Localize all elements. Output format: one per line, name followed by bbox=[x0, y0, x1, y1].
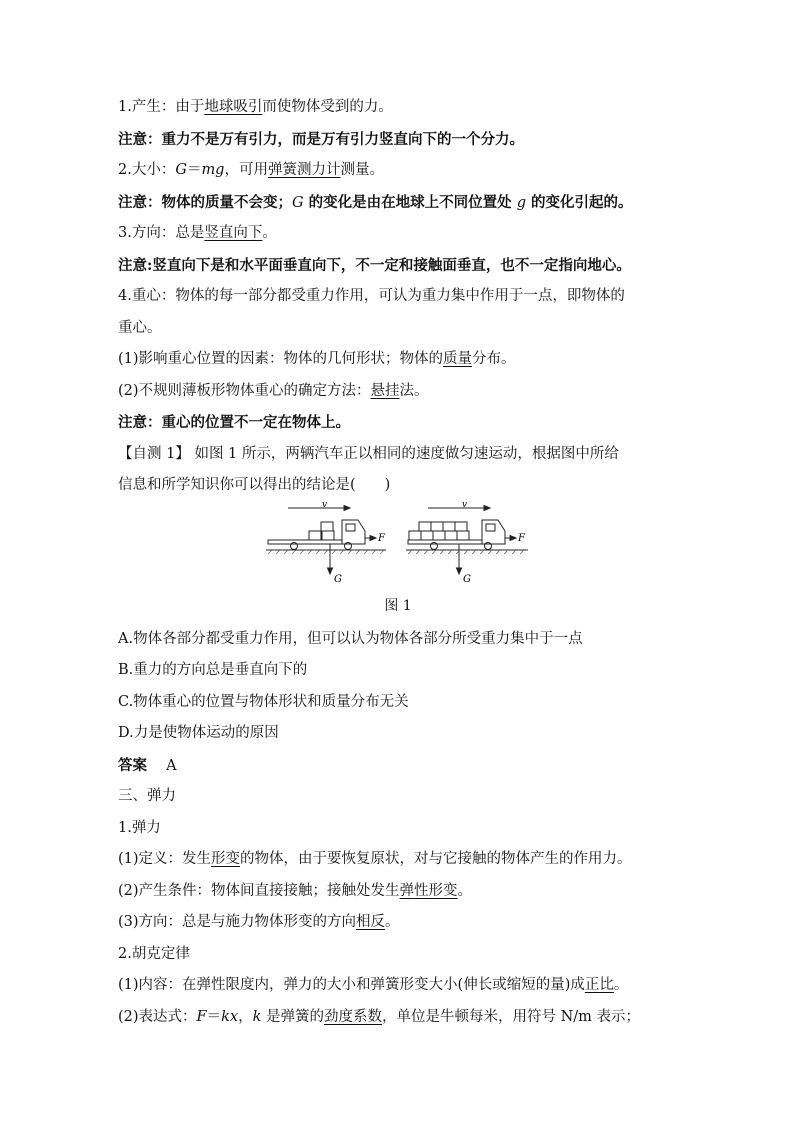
cargo-box bbox=[433, 531, 445, 540]
center-of-gravity-2: 重心。 bbox=[118, 319, 162, 336]
cargo-box bbox=[457, 531, 469, 540]
label-v: v bbox=[322, 501, 328, 510]
underlined-answer: 相反 bbox=[356, 914, 386, 930]
hooke-content bbox=[118, 970, 678, 1002]
label-F: F bbox=[378, 532, 385, 544]
answer-line bbox=[118, 750, 678, 782]
text: (1)定义：发生 bbox=[118, 851, 212, 867]
text: 1.产生：由于 bbox=[118, 99, 205, 115]
text: (2)表达式： bbox=[118, 1008, 197, 1025]
exercise-question-1: 【自测 1】 如图 1 所示，两辆汽车正以相同的速度做匀速运动，根据图中所给 bbox=[118, 445, 619, 462]
cargo-box bbox=[321, 522, 333, 531]
elastic-direction bbox=[118, 907, 678, 939]
center-factors bbox=[118, 344, 678, 376]
center-of-gravity-1: 4.重心：物体的每一部分都受重力作用，可认为重力集中作用于一点，即物体的 bbox=[118, 288, 625, 304]
center-method bbox=[118, 376, 678, 408]
underlined-answer: 弹性形变 bbox=[399, 882, 458, 899]
cargo-box bbox=[419, 522, 431, 531]
cargo-box bbox=[445, 531, 457, 540]
note-4: 注意：重心的位置不一定在物体上。 bbox=[118, 414, 350, 431]
exercise-question-2: 信息和所学知识你可以得出的结论是( ) bbox=[118, 477, 391, 493]
text: 。 bbox=[457, 882, 473, 899]
text: 的变化是由在地球上不同位置处 bbox=[303, 193, 517, 211]
elastic-definition bbox=[118, 844, 678, 876]
gravity-magnitude bbox=[118, 155, 678, 187]
underlined-answer: 正比 bbox=[584, 977, 614, 993]
figure-1 bbox=[118, 502, 678, 594]
document-page bbox=[118, 92, 678, 1033]
trucks-diagram bbox=[266, 502, 536, 594]
note-2 bbox=[118, 187, 678, 219]
truck-bed bbox=[268, 540, 342, 544]
underlined-answer: 竖直向下 bbox=[204, 225, 263, 241]
text: (2)不规则薄板形物体重心的确定方法： bbox=[118, 382, 371, 399]
text: 法。 bbox=[399, 382, 429, 399]
arrow-head bbox=[457, 568, 462, 574]
label-v: v bbox=[462, 501, 468, 510]
subsection-elastic-force: 1.弹力 bbox=[118, 819, 161, 836]
underlined-answer: 劲度系数 bbox=[323, 1008, 382, 1025]
cab-window bbox=[346, 524, 355, 531]
text: (1)影响重心位置的因素：物体的几何形状；物体的 bbox=[118, 351, 444, 367]
option-d: D.力是使物体运动的原因 bbox=[118, 725, 279, 741]
note-3: 注意:竖直向下是和水平面垂直向下，不一定和接触面垂直，也不一定指向地心。 bbox=[118, 256, 631, 274]
underlined-answer: 质量 bbox=[443, 351, 473, 367]
cargo-box bbox=[421, 531, 433, 540]
section-heading: 三、弹力 bbox=[118, 788, 176, 804]
underlined-answer: 悬挂 bbox=[370, 382, 400, 399]
text: 而使物体受到的力。 bbox=[262, 99, 393, 115]
symbol-g: g bbox=[516, 194, 526, 211]
text: 的物体，由于要恢复原状，对与它接触的物体产生的作用力。 bbox=[240, 851, 632, 867]
text: 。 bbox=[385, 914, 400, 930]
subsection-hooke: 2.胡克定律 bbox=[118, 945, 190, 962]
note-1: 注意：重力不是万有引力，而是万有引力竖直向下的一个分力。 bbox=[118, 130, 524, 148]
gravity-origin bbox=[118, 92, 678, 124]
option-c: C.物体重心的位置与物体形状和质量分布无关 bbox=[118, 693, 409, 710]
text: 3.方向：总是 bbox=[118, 225, 205, 241]
gravity-direction bbox=[118, 218, 678, 250]
arrow-head bbox=[370, 535, 376, 540]
text: 。 bbox=[262, 225, 277, 241]
arrow-head bbox=[510, 535, 516, 540]
symbol-k: k bbox=[252, 1008, 262, 1025]
cargo-box bbox=[309, 531, 321, 540]
symbol-kx: kx bbox=[221, 1008, 239, 1025]
cargo-box bbox=[443, 522, 455, 531]
answer-label: 答案 bbox=[118, 756, 147, 774]
arrow-head bbox=[484, 505, 490, 510]
arrow-head bbox=[344, 505, 350, 510]
equals: ＝ bbox=[206, 1008, 222, 1025]
cargo-box bbox=[455, 522, 467, 531]
text: ，可用 bbox=[224, 162, 268, 178]
underlined-answer: 形变 bbox=[211, 851, 241, 867]
symbol-F: F bbox=[196, 1008, 207, 1025]
text: (3)方向：总是与施力物体形变的方向 bbox=[118, 914, 357, 930]
text: 注意：物体的质量不会变； bbox=[118, 193, 292, 211]
text: ， bbox=[238, 1008, 253, 1025]
underlined-answer: 地球吸引 bbox=[204, 99, 263, 115]
text: 。 bbox=[613, 977, 629, 993]
underlined-answer: 弹簧测力计 bbox=[267, 162, 341, 178]
truck-right bbox=[406, 505, 528, 574]
truck-left bbox=[266, 505, 386, 574]
equals: ＝ bbox=[186, 162, 202, 178]
text: 2.大小： bbox=[118, 162, 176, 178]
label-G: G bbox=[463, 573, 471, 585]
ground-hatch-left bbox=[268, 550, 384, 554]
text: 测量。 bbox=[340, 162, 384, 178]
text: 是弹簧的 bbox=[261, 1008, 324, 1025]
symbol-G: G bbox=[175, 162, 187, 178]
cargo-box bbox=[431, 522, 443, 531]
option-b: B.重力的方向总是垂直向下的 bbox=[118, 662, 308, 678]
text: ，单位是牛顿每米，用符号 N/m 表示； bbox=[381, 1008, 641, 1025]
elastic-condition bbox=[118, 876, 678, 908]
cargo-box bbox=[409, 531, 421, 540]
cargo-box bbox=[322, 531, 334, 540]
symbol-G: G bbox=[292, 194, 304, 211]
cab-window bbox=[486, 524, 495, 531]
ground-hatch-right bbox=[408, 550, 524, 554]
option-a: A.物体各部分都受重力作用，但可以认为物体各部分所受重力集中于一点 bbox=[118, 630, 583, 647]
text: 分布。 bbox=[472, 351, 516, 367]
text: (2)产生条件：物体间直接接触；接触处发生 bbox=[118, 882, 400, 899]
label-F: F bbox=[518, 532, 525, 544]
arrow-head bbox=[328, 568, 333, 574]
hooke-expression bbox=[118, 1002, 678, 1034]
figure-caption: 图 1 bbox=[384, 597, 412, 614]
text: 的变化引起的。 bbox=[526, 193, 633, 211]
symbol-mg: mg bbox=[201, 162, 225, 178]
truck-bed bbox=[408, 540, 482, 544]
answer-value: A bbox=[166, 757, 177, 774]
text: (1)内容：在弹性限度内，弹力的大小和弹簧形变大小(伸长或缩短的量)成 bbox=[118, 977, 585, 993]
label-G: G bbox=[334, 573, 342, 585]
